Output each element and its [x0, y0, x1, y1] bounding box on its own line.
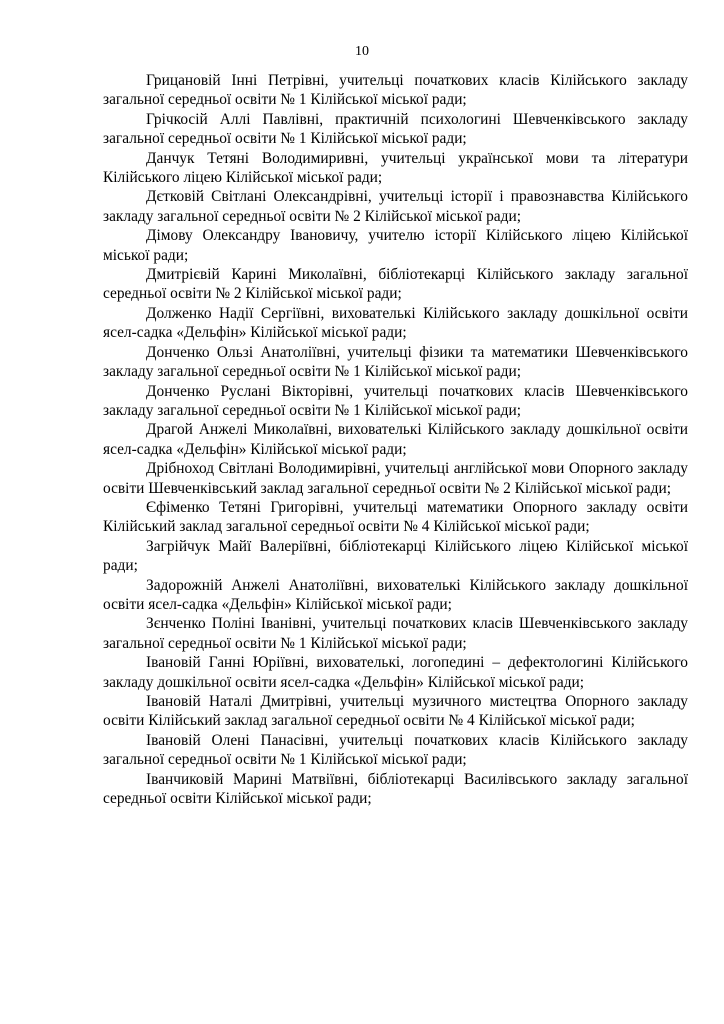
list-item: Дімову Олександру Івановичу, учителю історії Кілійського ліцею Кілійської міської ради;: [103, 227, 688, 264]
list-item: Донченко Ользі Анатоліївні, учительці фізики та математики Шевченківського закладу загальної середньої освіти № 1 Кілійської міської ради;: [103, 343, 688, 381]
list-item: Іванчиковій Марині Матвіївні, бібліотекарці Василівського закладу загальної середньої освіти Кілійської міської ради;: [103, 770, 688, 808]
list-item: Долженко Надії Сергіївні, вихователькі Кілійського закладу дошкільної освіти ясел-садка «Дельфін» Кілійської міської ради;: [103, 304, 688, 342]
list-item: Задорожній Анжелі Анатоліївні, вихователькі Кілійського закладу дошкільної освіти ясел-садка «Дельфін» Кілійської міської ради;: [103, 576, 688, 613]
list-item: Загрійчук Майї Валеріївні, бібліотекарці Кілійського ліцею Кілійської міської ради;: [103, 537, 688, 575]
list-item: Дмитрієвій Карині Миколаївні, бібліотекарці Кілійського закладу загальної середньої освіти № 2 Кілійської міської ради;: [103, 266, 688, 303]
list-item: Івановій Олені Панасівні, учительці початкових класів Кілійського закладу загальної середньої освіти № 1 Кілійської міської ради;: [103, 731, 688, 769]
list-item: Грицановій Інні Петрівні, учительці початкових класів Кілійського закладу загальної середньої освіти № 1 Кілійської міської ради;: [103, 72, 688, 109]
document-body: [103, 71, 688, 808]
list-item: Данчук Тетяні Володимиривні, учительці української мови та літератури Кілійського ліцею Кілійської міської ради;: [103, 149, 688, 187]
list-item: Драгой Анжелі Миколаївні, вихователькі Кілійського закладу дошкільної освіти ясел-садка «Дельфін» Кілійської міської ради;: [103, 421, 688, 458]
list-item: Дєтковій Світлані Олександрівні, учительці історії і правознавства Кілійського закладу загальної середньої освіти № 2 Кілійської міської ради;: [103, 188, 688, 225]
list-item: Івановій Наталі Дмитрівні, учительці музичного мистецтва Опорного закладу освіти Кілійський заклад загальної середньої освіти № 4 Кілійської міської ради;: [103, 693, 688, 730]
list-item: Єфіменко Тетяні Григорівні, учительці математики Опорного закладу освіти Кілійський заклад загальної середньої освіти № 4 Кілійської міської ради;: [103, 498, 688, 536]
list-item: Зєнченко Поліні Іванівні, учительці початкових класів Шевченківського закладу загальної середньої освіти № 1 Кілійської міської ради;: [103, 615, 688, 652]
list-item: Грічкосій Аллі Павлівні, практичній психологині Шевченківського закладу загальної середньої освіти № 1 Кілійської міської ради;: [103, 110, 688, 148]
list-item: Дрібноход Світлані Володимирівні, учительці англійської мови Опорного закладу освіти Шевченківський заклад загальної середньої освіти № 2 Кілійської міської ради;: [103, 460, 688, 497]
list-item: Донченко Руслані Вікторівні, учительці початкових класів Шевченківського закладу загальної середньої освіти № 1 Кілійської міської ради;: [103, 382, 688, 419]
list-item: Івановій Ганні Юріївні, вихователькі, логопедині – дефектологині Кілійського закладу дошкільної освіти ясел-садка «Дельфін» Кілійської міської ради;: [103, 654, 688, 691]
page-number: 10: [355, 44, 369, 59]
